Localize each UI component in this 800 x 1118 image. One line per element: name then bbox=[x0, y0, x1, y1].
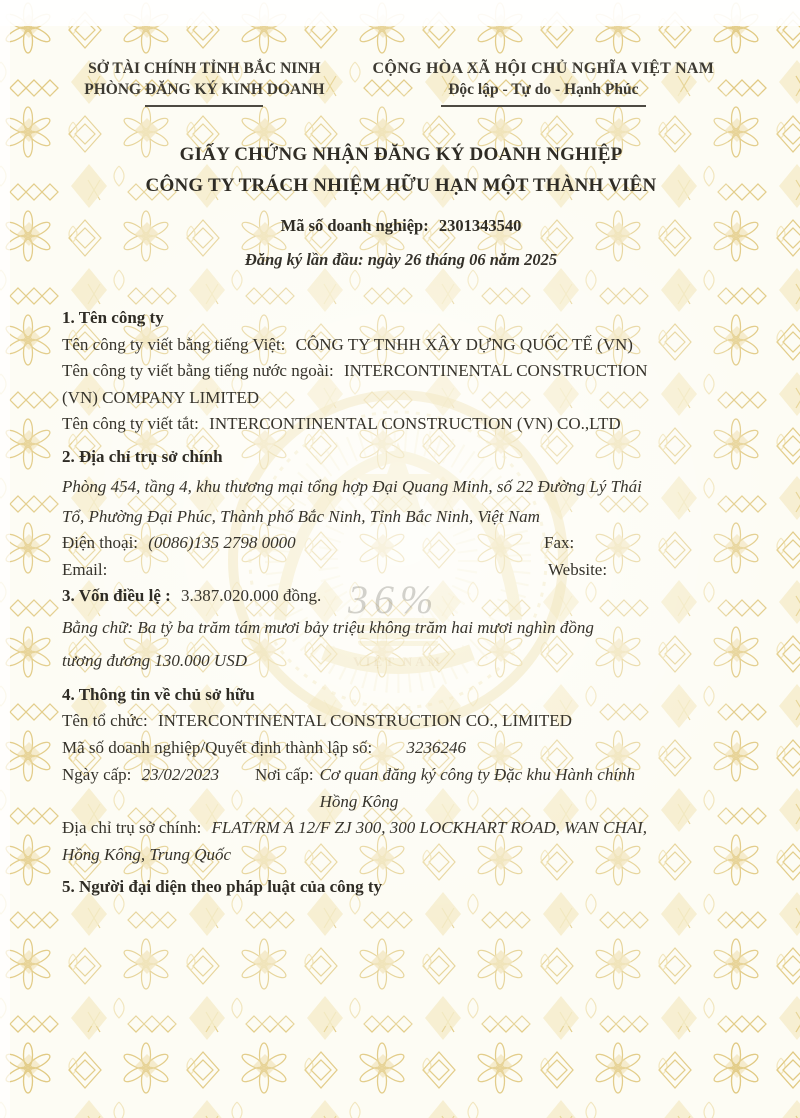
issue-place-line2: Hồng Kông bbox=[319, 791, 399, 811]
owner-org-value: INTERCONTINENTAL CONSTRUCTION CO., LIMITED bbox=[157, 711, 572, 730]
enterprise-code-line bbox=[62, 213, 740, 240]
issue-date-value: 23/02/2023 bbox=[141, 765, 220, 784]
section5-heading: 5. Người đại diện theo pháp luật của công ty bbox=[62, 877, 382, 896]
phone-label: Điện thoại: bbox=[62, 533, 139, 552]
short-name-value: INTERCONTINENTAL CONSTRUCTION (VN) CO.,LTD bbox=[209, 414, 621, 433]
charter-capital-value: 3.387.020.000 đồng. bbox=[181, 586, 322, 605]
owner-hq-label: Địa chỉ trụ sở chính: bbox=[62, 818, 202, 837]
fax-label: Fax: bbox=[544, 533, 575, 552]
issue-date-cell bbox=[62, 762, 255, 815]
section4-heading: 4. Thông tin về chủ sở hữu bbox=[62, 684, 255, 704]
scan-artifact-text: 36% bbox=[348, 577, 440, 622]
website-label: Website: bbox=[548, 559, 608, 579]
capital-in-words-line1: Bằng chữ: Ba tỷ ba trăm tám mươi bảy triệu không trăm hai mươi nghìn đồng bbox=[62, 617, 594, 637]
issuing-authority-block bbox=[62, 58, 347, 107]
owner-reg-label: Mã số doanh nghiệp/Quyết định thành lập số: bbox=[62, 737, 373, 757]
issue-date-place-row bbox=[62, 762, 740, 815]
title-line1: GIẤY CHỨNG NHẬN ĐĂNG KÝ DOANH NGHIỆP bbox=[179, 144, 623, 165]
email-label: Email: bbox=[62, 559, 108, 579]
email-website-row bbox=[62, 557, 740, 584]
first-registration-line: Đăng ký lần đầu: ngày 26 tháng 06 năm 2025 bbox=[244, 249, 558, 269]
authority-underline bbox=[145, 105, 263, 107]
title-line2: CÔNG TY TRÁCH NHIỆM HỮU HẠN MỘT THÀNH VIÊN bbox=[145, 175, 657, 196]
republic-line: CỘNG HÒA XÃ HỘI CHỦ NGHĨA VIỆT NAM bbox=[372, 60, 715, 77]
issue-place-value bbox=[320, 762, 720, 815]
section3-heading: 3. Vốn điều lệ : bbox=[62, 586, 171, 605]
owner-hq-value-line1: FLAT/RM A 12/F ZJ 300, 300 LOCKHART ROAD, WAN CHAI, bbox=[211, 818, 648, 837]
vietnamese-name-label: Tên công ty viết bằng tiếng Việt: bbox=[62, 334, 286, 354]
document-body bbox=[62, 305, 740, 901]
foreign-name-line2: (VN) COMPANY LIMITED bbox=[62, 387, 260, 407]
authority-line1: SỞ TÀI CHÍNH TỈNH BẮC NINH bbox=[88, 60, 321, 77]
vietnamese-name-value: CÔNG TY TNHH XÂY DỰNG QUỐC TẾ (VN) bbox=[295, 334, 633, 354]
motto-underline bbox=[441, 105, 646, 107]
foreign-name-label: Tên công ty viết bằng tiếng nước ngoài: bbox=[62, 361, 334, 380]
foreign-name-value-line1: INTERCONTINENTAL CONSTRUCTION bbox=[343, 361, 648, 380]
enterprise-code-value: 2301343540 bbox=[438, 216, 522, 235]
section2-heading: 2. Địa chỉ trụ sở chính bbox=[62, 446, 223, 466]
owner-hq-line1 bbox=[62, 815, 740, 842]
issue-place-line1: Cơ quan đăng ký công ty Đặc khu Hành chính bbox=[319, 765, 636, 784]
enterprise-code-label: Mã số doanh nghiệp: bbox=[280, 216, 429, 235]
document-title bbox=[62, 139, 740, 201]
owner-reg-number-line bbox=[62, 735, 740, 762]
authority-line2: PHÒNG ĐĂNG KÝ KINH DOANH bbox=[84, 81, 325, 98]
owner-org-line bbox=[62, 708, 740, 735]
charter-capital-line bbox=[62, 583, 740, 610]
owner-org-label: Tên tổ chức: bbox=[62, 711, 148, 730]
head-office-address-line1: Phòng 454, tầng 4, khu thương mại tổng hợp Đại Quang Minh, số 22 Đường Lý Thái bbox=[62, 477, 642, 496]
phone-fax-row bbox=[62, 530, 740, 557]
owner-hq-line2: Hồng Kông, Trung Quốc bbox=[62, 844, 232, 864]
head-office-address-line2: Tổ, Phường Đại Phúc, Thành phố Bắc Ninh, Tỉnh Bắc Ninh, Việt Nam bbox=[62, 507, 540, 526]
certificate-content bbox=[62, 0, 740, 901]
document-header bbox=[62, 0, 740, 107]
national-motto-block bbox=[347, 58, 740, 107]
issue-place-label: Nơi cấp: bbox=[255, 765, 314, 784]
capital-in-words-line2: tương đương 130.000 USD bbox=[62, 650, 247, 670]
foreign-name-line bbox=[62, 358, 740, 385]
short-name-line bbox=[62, 411, 740, 438]
vietnamese-name-line bbox=[62, 332, 740, 359]
owner-reg-value: 3236246 bbox=[406, 737, 466, 757]
motto-line: Độc lập - Tự do - Hạnh Phúc bbox=[448, 81, 639, 98]
issue-date-label: Ngày cấp: bbox=[62, 765, 132, 784]
short-name-label: Tên công ty viết tắt: bbox=[62, 414, 199, 433]
phone-value: (0086)135 2798 0000 bbox=[148, 533, 296, 552]
section1-heading: 1. Tên công ty bbox=[62, 308, 164, 327]
